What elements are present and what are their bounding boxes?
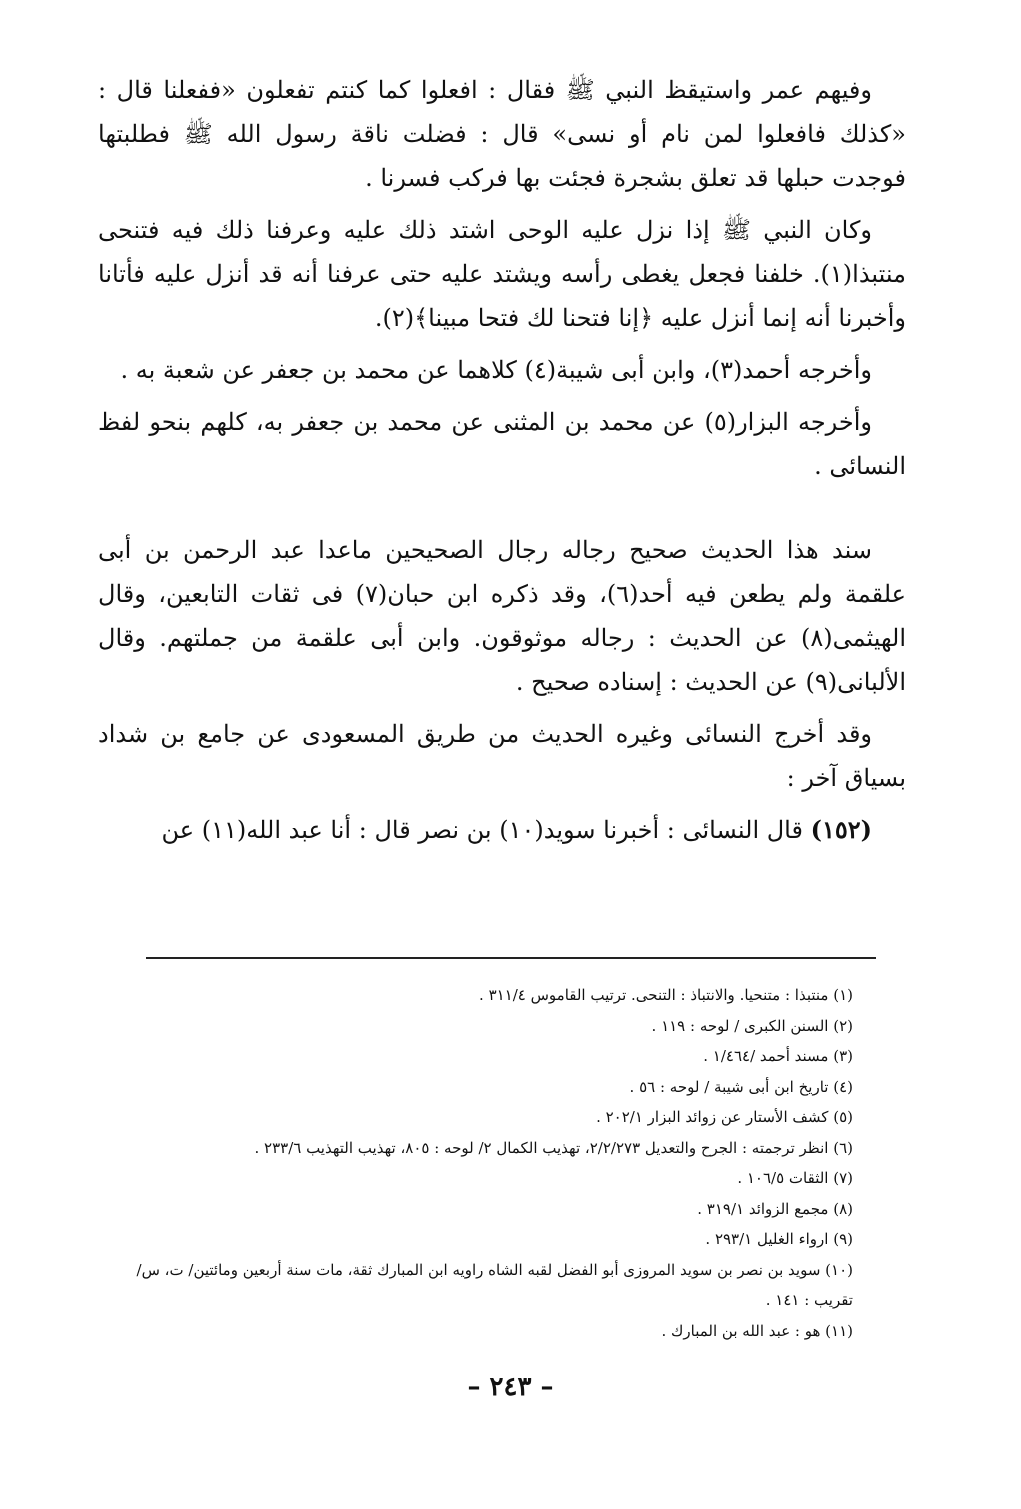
footnote: (٧) الثقات ١٠٦/٥ . — [737, 1169, 853, 1187]
footnote: (٨) مجمع الزوائد ٣١٩/١ . — [697, 1199, 853, 1218]
footnote: (٦) انظر ترجمته : الجرح والتعديل ٢/٢/٢٧٣، تهذيب الكمال ٢/ لوحه : ٨٠٥، تهذيب التهذيب ٢٣٣/٦ . — [254, 1138, 853, 1157]
footnote: (١) منتبذا : متنحيا. والانتباذ : التنحى. ترتيب القاموس ٣١١/٤ . — [479, 986, 853, 1004]
footnote: (٥) كشف الأستار عن زوائد البزار ٢٠٢/١ . — [596, 1108, 853, 1126]
paragraph: وكان النبي ﷺ إذا نزل عليه الوحى اشتد ذلك عليه وعرفنا ذلك فيه فتنحى منتبذا(١). خلفنا فجعل يغطى رأسه ويشتد عليه حتى عرفنا أنه قد أنزل عليه فأتانا وأخبرنا أنه إنما أنزل عليه ﴿إنا فتحنا لك فتحا مبينا﴾(٢). — [98, 216, 906, 332]
footnote: (٤) تاريخ ابن أبى شيبة / لوحه : ٥٦ . — [629, 1077, 853, 1096]
footnote: (١٠) سويد بن نصر بن سويد المروزى أبو الفضل لقبه الشاه راويه ابن المبارك ثقة، مات سنة أربعين ومائتين/ ت، س/ تقريب : ١٤١ . — [136, 1260, 853, 1309]
hadith-number: (١٥٢) — [810, 815, 872, 844]
footnote: (٩) ارواء الغليل ٢٩٣/١ . — [705, 1230, 853, 1248]
page-number: – ٢٤٣ – — [467, 1372, 554, 1402]
footnote: (٣) مسند أحمد /١/٤٦٤ . — [703, 1047, 853, 1065]
section-gap — [98, 488, 906, 528]
footnotes-list — [108, 980, 853, 1346]
main-text — [98, 68, 906, 852]
footnote: (١١) هو : عبد الله بن المبارك . — [661, 1321, 853, 1340]
paragraph: وأخرجه أحمد(٣)، وابن أبى شيبة(٤) كلاهما عن محمد بن جعفر عن شعبة به . — [120, 356, 872, 384]
hadith-text: قال النسائى : أخبرنا سويد(١٠) بن نصر قال : أنا عبد الله(١١) عن — [161, 816, 803, 844]
paragraph: وقد أخرج النسائى وغيره الحديث من طريق المسعودى عن جامع بن شداد بسياق آخر : — [98, 720, 906, 792]
paragraph: وأخرجه البزار(٥) عن محمد بن المثنى عن محمد بن جعفر به، كلهم بنحو لفظ النسائى . — [98, 408, 906, 480]
hadith-paragraph — [98, 808, 906, 852]
paragraph: وفيهم عمر واستيقظ النبي ﷺ فقال : افعلوا كما كنتم تفعلون «ففعلنا قال : «كذلك فافعلوا لمن نام أو نسى» قال : فضلت ناقة رسول الله ﷺ فطلبتها فوجدت حبلها قد تعلق بشجرة فجئت بها فركب فسرنا . — [98, 76, 906, 192]
footnote-divider — [146, 957, 876, 959]
footnote: (٢) السنن الكبرى / لوحه : ١١٩ . — [651, 1016, 853, 1035]
paragraph: سند هذا الحديث صحيح رجاله رجال الصحيحين ماعدا عبد الرحمن بن أبى علقمة ولم يطعن فيه أحد(٦)، وقد ذكره ابن حبان(٧) فى ثقات التابعين، وقال الهيثمى(٨) عن الحديث : رجاله موثوقون. وابن أبى علقمة من جملتهم. وقال الألبانى(٩) عن الحديث : إسناده صحيح . — [98, 536, 906, 696]
